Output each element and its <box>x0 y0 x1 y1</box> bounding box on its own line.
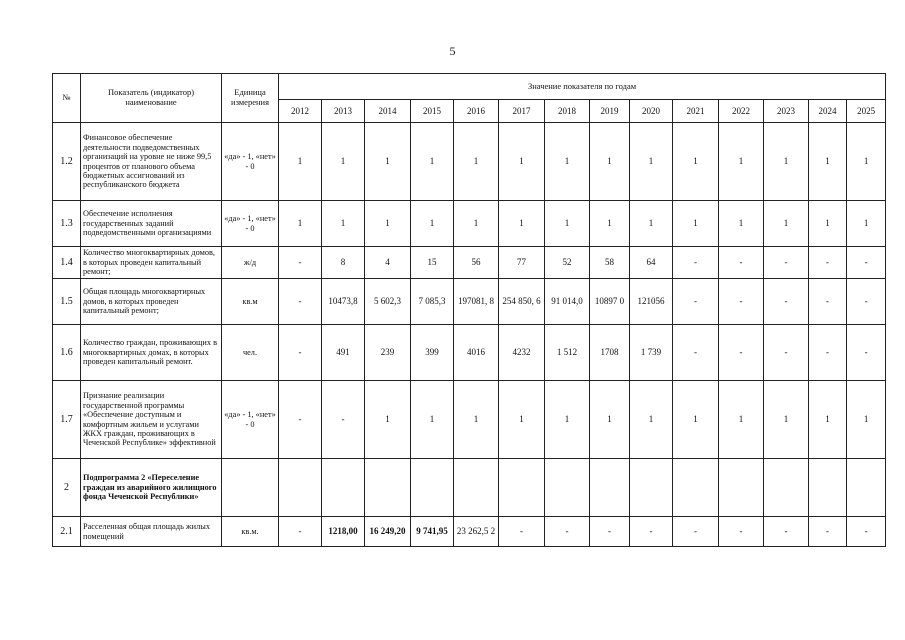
value-cell: 64 <box>630 247 673 279</box>
value-cell <box>847 459 886 517</box>
value-cell: - <box>809 517 847 547</box>
year-2018: 2018 <box>545 100 590 123</box>
year-2013: 2013 <box>322 100 365 123</box>
value-cell: - <box>764 517 809 547</box>
table-row <box>53 459 886 517</box>
value-cell <box>630 459 673 517</box>
value-cell: 1 <box>630 123 673 201</box>
indicator-name: Общая площадь многоквартирных домов, в которых проведен капитальный ремонт; <box>81 279 222 325</box>
value-cell: - <box>847 325 886 381</box>
indicator-name: Количество граждан, проживающих в многоквартирных домах, в которых проведен капитальный ремонт. <box>81 325 222 381</box>
value-cell: 58 <box>590 247 630 279</box>
value-cell: 1 <box>719 123 764 201</box>
value-cell: - <box>809 279 847 325</box>
value-cell: 1 <box>279 123 322 201</box>
value-cell: 1 <box>764 123 809 201</box>
table-row <box>53 201 886 247</box>
year-2022: 2022 <box>719 100 764 123</box>
value-cell: - <box>590 517 630 547</box>
value-cell: 1 <box>545 123 590 201</box>
value-cell: - <box>499 517 545 547</box>
year-2017: 2017 <box>499 100 545 123</box>
year-2020: 2020 <box>630 100 673 123</box>
value-cell: 1 <box>590 201 630 247</box>
value-cell: - <box>279 279 322 325</box>
value-cell: 1 <box>411 123 454 201</box>
value-cell: 1 <box>545 201 590 247</box>
value-cell: 1708 <box>590 325 630 381</box>
value-cell <box>322 459 365 517</box>
unit-cell: «да» - 1, «нет» - 0 <box>222 201 279 247</box>
value-cell: 1 <box>499 201 545 247</box>
header-unit: Единица измерения <box>222 74 279 123</box>
table-row <box>53 517 886 547</box>
value-cell: 1 <box>411 381 454 459</box>
value-cell: - <box>673 325 719 381</box>
value-cell: 91 014,0 <box>545 279 590 325</box>
value-cell: - <box>279 325 322 381</box>
table-row <box>53 381 886 459</box>
indicator-name: Обеспечение исполнения государственных заданий подведомственными организациями <box>81 201 222 247</box>
year-2025: 2025 <box>847 100 886 123</box>
value-cell: - <box>279 381 322 459</box>
row-number: 1.3 <box>53 201 81 247</box>
value-cell: - <box>764 279 809 325</box>
value-cell: 1 <box>673 381 719 459</box>
value-cell: 1 <box>630 201 673 247</box>
value-cell: 1 <box>847 123 886 201</box>
value-cell: 1 <box>809 123 847 201</box>
value-cell: - <box>847 517 886 547</box>
table-row <box>53 123 886 201</box>
row-number: 2.1 <box>53 517 81 547</box>
value-cell: - <box>719 517 764 547</box>
value-cell: - <box>719 325 764 381</box>
value-cell: - <box>719 279 764 325</box>
header-indicator: Показатель (индикатор) наименование <box>81 74 222 123</box>
value-cell: 1 <box>630 381 673 459</box>
value-cell: - <box>279 517 322 547</box>
value-cell: - <box>673 517 719 547</box>
year-2016: 2016 <box>454 100 499 123</box>
row-number: 1.2 <box>53 123 81 201</box>
value-cell: 8 <box>322 247 365 279</box>
value-cell <box>411 459 454 517</box>
value-cell: 1 <box>411 201 454 247</box>
value-cell: 1 <box>322 123 365 201</box>
value-cell: 1 <box>499 123 545 201</box>
header-no: № <box>53 74 81 123</box>
year-2015: 2015 <box>411 100 454 123</box>
value-cell <box>590 459 630 517</box>
value-cell: 4232 <box>499 325 545 381</box>
unit-cell: кв.м <box>222 279 279 325</box>
value-cell: 1 512 <box>545 325 590 381</box>
row-number: 1.4 <box>53 247 81 279</box>
value-cell: 15 <box>411 247 454 279</box>
unit-cell <box>222 459 279 517</box>
indicator-name: Финансовое обеспечение деятельности подведомственных организаций на уровне не ниже 99,5 процентов от планового объема бюджетных ассигнований из республиканского бюджета <box>81 123 222 201</box>
unit-cell: «да» - 1, «нет» - 0 <box>222 381 279 459</box>
row-number: 1.7 <box>53 381 81 459</box>
value-cell: - <box>673 247 719 279</box>
value-cell: 1 <box>673 201 719 247</box>
value-cell: 1 <box>847 381 886 459</box>
row-number: 1.5 <box>53 279 81 325</box>
value-cell: 52 <box>545 247 590 279</box>
value-cell: - <box>764 325 809 381</box>
value-cell: 1 <box>365 381 411 459</box>
year-2021: 2021 <box>673 100 719 123</box>
value-cell: 77 <box>499 247 545 279</box>
value-cell: - <box>847 279 886 325</box>
year-2024: 2024 <box>809 100 847 123</box>
value-cell: 254 850, 6 <box>499 279 545 325</box>
unit-cell: кв.м. <box>222 517 279 547</box>
indicators-table <box>52 73 886 547</box>
value-cell: 1 <box>545 381 590 459</box>
value-cell: - <box>809 247 847 279</box>
value-cell: 1 <box>454 201 499 247</box>
value-cell: 1 <box>322 201 365 247</box>
value-cell: 1 <box>454 123 499 201</box>
value-cell: - <box>719 247 764 279</box>
value-cell: 1 <box>809 201 847 247</box>
value-cell: - <box>322 381 365 459</box>
value-cell: 4016 <box>454 325 499 381</box>
value-cell: 1 <box>454 381 499 459</box>
value-cell: 10897 0 <box>590 279 630 325</box>
value-cell: 239 <box>365 325 411 381</box>
value-cell <box>673 459 719 517</box>
value-cell: - <box>545 517 590 547</box>
value-cell: - <box>673 279 719 325</box>
value-cell <box>809 459 847 517</box>
value-cell: - <box>809 325 847 381</box>
unit-cell: ж/д <box>222 247 279 279</box>
year-2014: 2014 <box>365 100 411 123</box>
value-cell: 1 <box>847 201 886 247</box>
value-cell: 1 <box>590 123 630 201</box>
value-cell: 4 <box>365 247 411 279</box>
value-cell: 9 741,95 <box>411 517 454 547</box>
indicator-name: Признание реализации государственной программы «Обеспечение доступным и комфортным жильем и услугами ЖКХ граждан, проживающих в Чеченской Республике» эффективной <box>81 381 222 459</box>
value-cell: 1 739 <box>630 325 673 381</box>
row-number: 2 <box>53 459 81 517</box>
value-cell <box>279 459 322 517</box>
value-cell: 1 <box>590 381 630 459</box>
value-cell: 7 085,3 <box>411 279 454 325</box>
value-cell <box>454 459 499 517</box>
value-cell: 1 <box>365 201 411 247</box>
value-cell: 399 <box>411 325 454 381</box>
value-cell: 1 <box>365 123 411 201</box>
value-cell: 1 <box>499 381 545 459</box>
value-cell <box>764 459 809 517</box>
value-cell: 56 <box>454 247 499 279</box>
value-cell <box>499 459 545 517</box>
row-number: 1.6 <box>53 325 81 381</box>
value-cell: 1 <box>764 381 809 459</box>
value-cell: 1 <box>719 201 764 247</box>
year-2012: 2012 <box>279 100 322 123</box>
year-2019: 2019 <box>590 100 630 123</box>
value-cell: - <box>847 247 886 279</box>
indicator-name: Расселенная общая площадь жилых помещений <box>81 517 222 547</box>
page-number: 5 <box>449 44 456 58</box>
value-cell: 1 <box>719 381 764 459</box>
value-cell: 197081, 8 <box>454 279 499 325</box>
subprogram-name: Подпрограмма 2 «Переселение граждан из аварийного жилищного фонда Чеченской Республики» <box>81 459 222 517</box>
value-cell: 1 <box>764 201 809 247</box>
indicator-name: Количество многоквартирных домов, в которых проведен капитальный ремонт; <box>81 247 222 279</box>
table-row <box>53 279 886 325</box>
value-cell: 10473,8 <box>322 279 365 325</box>
value-cell <box>719 459 764 517</box>
year-2023: 2023 <box>764 100 809 123</box>
value-cell <box>365 459 411 517</box>
value-cell: 1218,00 <box>322 517 365 547</box>
table-row <box>53 325 886 381</box>
value-cell: 491 <box>322 325 365 381</box>
value-cell: - <box>630 517 673 547</box>
value-cell: 1 <box>809 381 847 459</box>
table-row <box>53 247 886 279</box>
unit-cell: чел. <box>222 325 279 381</box>
unit-cell: «да» - 1, «нет» - 0 <box>222 123 279 201</box>
value-cell: 5 602,3 <box>365 279 411 325</box>
value-cell: 121056 <box>630 279 673 325</box>
value-cell: 23 262,5 2 <box>454 517 499 547</box>
header-values-by-year: Значение показателя по годам <box>279 74 886 100</box>
value-cell: 1 <box>279 201 322 247</box>
value-cell: 16 249,20 <box>365 517 411 547</box>
value-cell: - <box>279 247 322 279</box>
value-cell: - <box>764 247 809 279</box>
value-cell: 1 <box>673 123 719 201</box>
value-cell <box>545 459 590 517</box>
